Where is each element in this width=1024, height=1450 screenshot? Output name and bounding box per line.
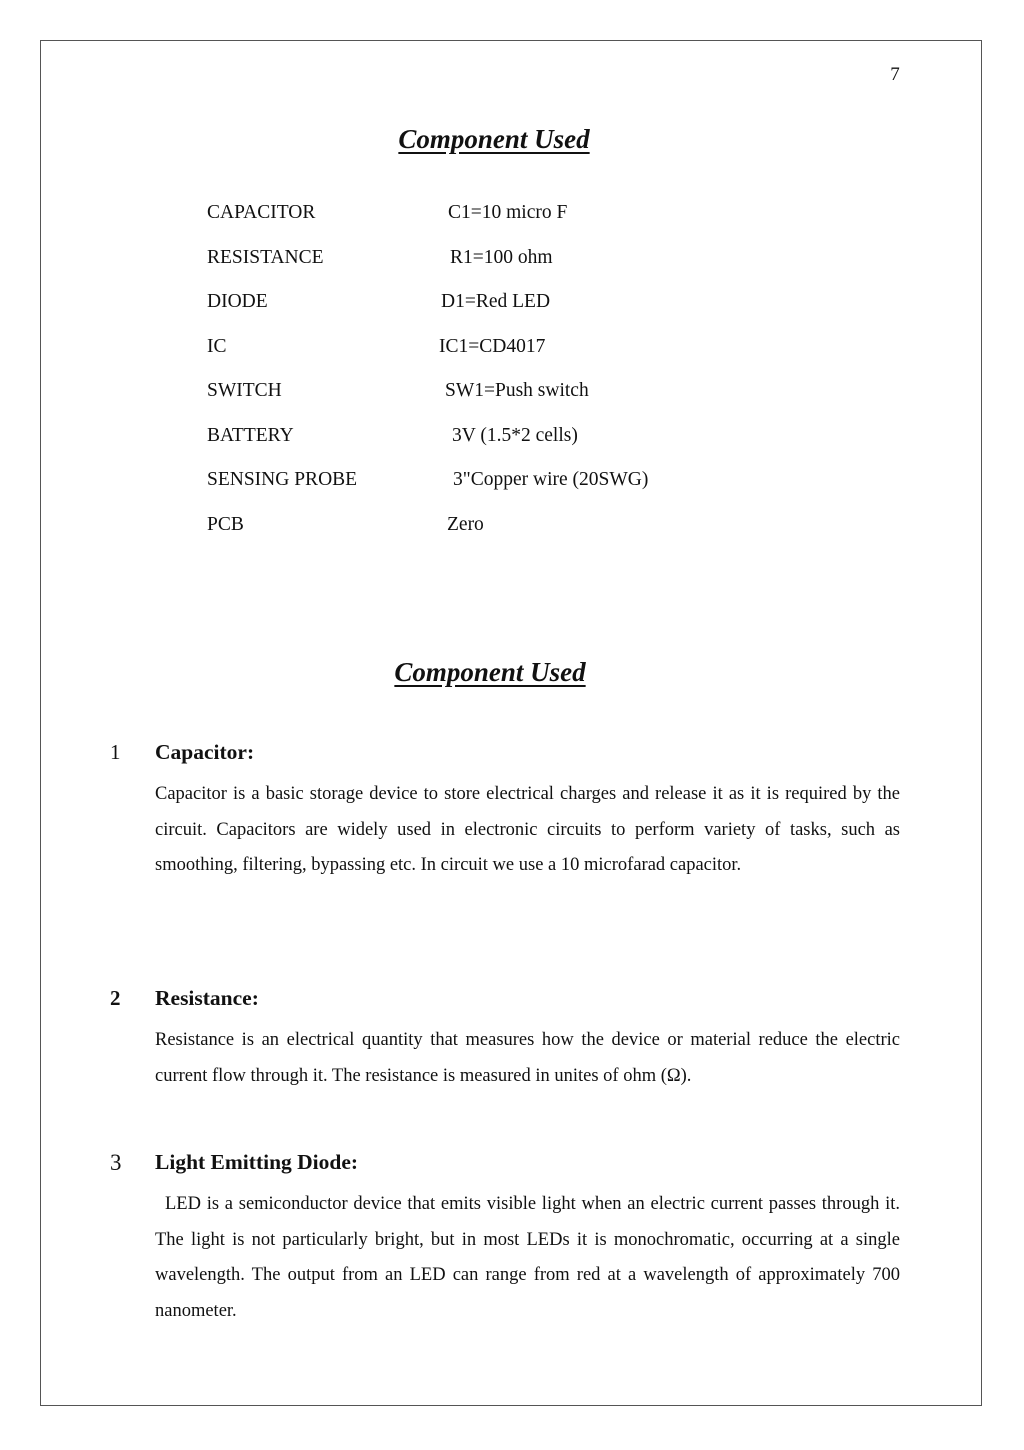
- component-value: SW1=Push switch: [445, 380, 589, 401]
- component-value: Zero: [447, 513, 484, 535]
- component-row: [207, 336, 807, 381]
- page-number: 7: [890, 64, 900, 85]
- component-value: IC1=CD4017: [439, 335, 546, 357]
- component-name: SWITCH: [207, 380, 282, 401]
- component-row: [207, 469, 807, 514]
- section-number: 1: [110, 740, 121, 764]
- section-heading: Capacitor:: [155, 740, 255, 764]
- component-value: 3"Copper wire (20SWG): [453, 469, 649, 490]
- section-heading: Resistance:: [155, 986, 259, 1010]
- component-name: PCB: [207, 513, 244, 535]
- component-row: [207, 291, 807, 336]
- section-heading: Light Emitting Diode:: [155, 1150, 359, 1174]
- section-number: 2: [110, 986, 121, 1010]
- section-body: Capacitor is a basic storage device to store electrical charges and release it as it is required by the circuit. Capacitors are widely used in electronic circuits to perform variety of tasks, such as smoothing, filtering, bypassing etc. In circuit we use a 10 microfarad capacitor.: [155, 784, 900, 875]
- component-row: [207, 247, 807, 292]
- component-row: [207, 514, 807, 559]
- component-name: DIODE: [207, 291, 268, 312]
- component-value: D1=Red LED: [441, 291, 551, 312]
- section-body: LED is a semiconductor device that emits visible light when an electric current passes through it. The light is not particularly bright, but in most LEDs it is monochromatic, occurring at a single wavelength. The output from an LED can range from red at a wavelength of approximately 700 nanometer.: [155, 1194, 900, 1321]
- component-name: IC: [207, 335, 227, 357]
- descriptions-title: Component Used: [394, 657, 586, 687]
- component-row: [207, 202, 807, 247]
- section-number: 3: [110, 1150, 122, 1175]
- component-row: [207, 425, 807, 470]
- component-value: 3V (1.5*2 cells): [452, 424, 578, 446]
- section-body: Resistance is an electrical quantity that measures how the device or material reduce the electric current flow through it. The resistance is measured in unites of ohm (Ω).: [155, 1030, 900, 1086]
- component-name: BATTERY: [207, 424, 294, 446]
- component-name: SENSING PROBE: [207, 469, 358, 490]
- component-value: C1=10 micro F: [448, 202, 568, 223]
- component-value: R1=100 ohm: [450, 246, 553, 268]
- component-name: CAPACITOR: [207, 202, 316, 223]
- component-table-title: Component Used: [398, 124, 590, 154]
- component-row: [207, 380, 807, 425]
- component-table: [207, 202, 807, 558]
- component-name: RESISTANCE: [207, 246, 324, 268]
